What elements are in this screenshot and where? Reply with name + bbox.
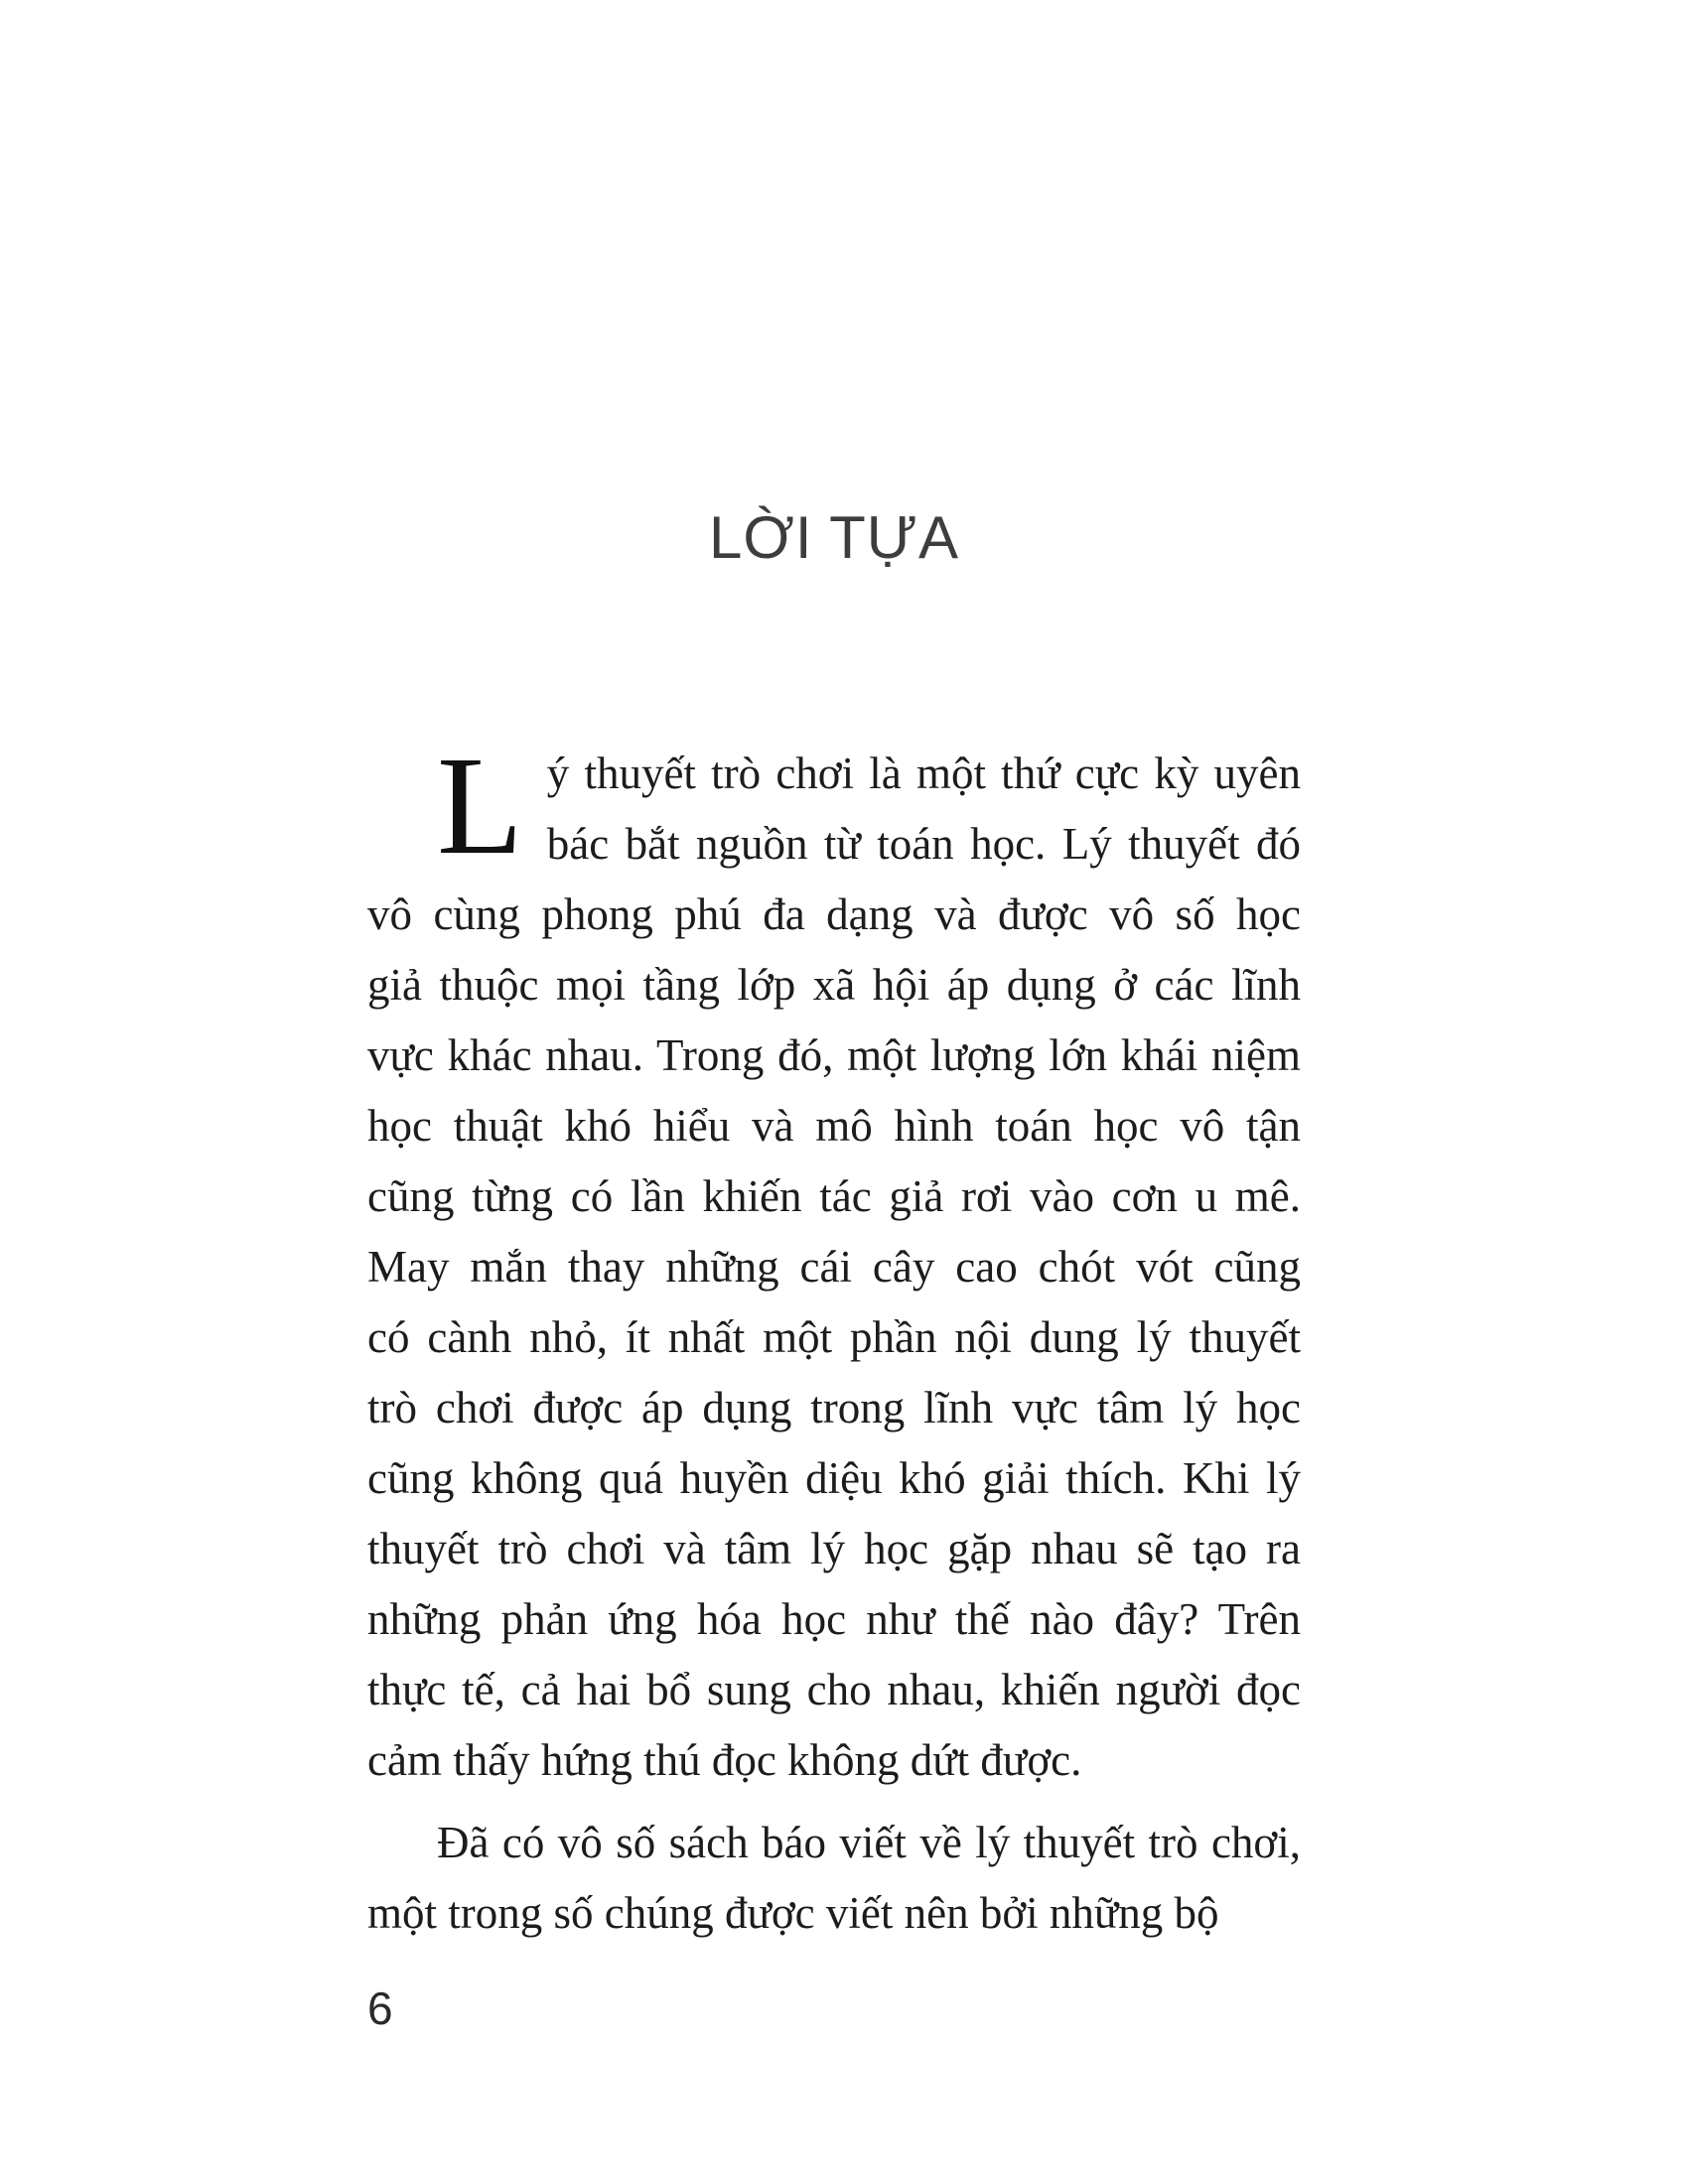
drop-cap: L	[437, 727, 523, 884]
body-line: học thuật khó hiểu và mô hình toán học vô tận	[367, 1101, 1301, 1151]
body-line: Đã có vô số sách báo viết về lý thuyết trò chơi,	[437, 1818, 1301, 1867]
body-line: vô cùng phong phú đa dạng và được vô số học	[367, 889, 1301, 939]
preface-paragraph-1	[367, 727, 1301, 1796]
body-line: cũng từng có lần khiến tác giả rơi vào cơn u mê.	[367, 1171, 1301, 1221]
body-line: một trong số chúng được viết nên bởi những bộ	[367, 1888, 1219, 1938]
body-line: thực tế, cả hai bổ sung cho nhau, khiến người đọc	[367, 1665, 1301, 1714]
body-line: bác bắt nguồn từ toán học. Lý thuyết đó	[546, 819, 1301, 869]
page-number: 6	[367, 1982, 393, 2034]
body-line: ý thuyết trò chơi là một thứ cực kỳ uyên	[546, 749, 1301, 798]
body-line: cảm thấy hứng thú đọc không dứt được.	[367, 1735, 1082, 1785]
body-line: giả thuộc mọi tầng lớp xã hội áp dụng ở các lĩnh	[367, 960, 1301, 1010]
body-line: cũng không quá huyền diệu khó giải thích. Khi lý	[367, 1453, 1301, 1503]
body-line: vực khác nhau. Trong đó, một lượng lớn khái niệm	[367, 1030, 1301, 1080]
page-title: LỜI TỰA	[709, 504, 959, 571]
body-line: May mắn thay những cái cây cao chót vót cũng	[367, 1242, 1301, 1292]
preface-paragraph-2	[367, 1808, 1301, 1949]
text-column	[367, 0, 1301, 1949]
body-line: trò chơi được áp dụng trong lĩnh vực tâm lý học	[367, 1383, 1301, 1433]
body-line: những phản ứng hóa học như thế nào đây? Trên	[367, 1594, 1301, 1644]
body-line: có cành nhỏ, ít nhất một phần nội dung lý thuyết	[367, 1312, 1301, 1362]
body-line: thuyết trò chơi và tâm lý học gặp nhau sẽ tạo ra	[367, 1524, 1301, 1573]
